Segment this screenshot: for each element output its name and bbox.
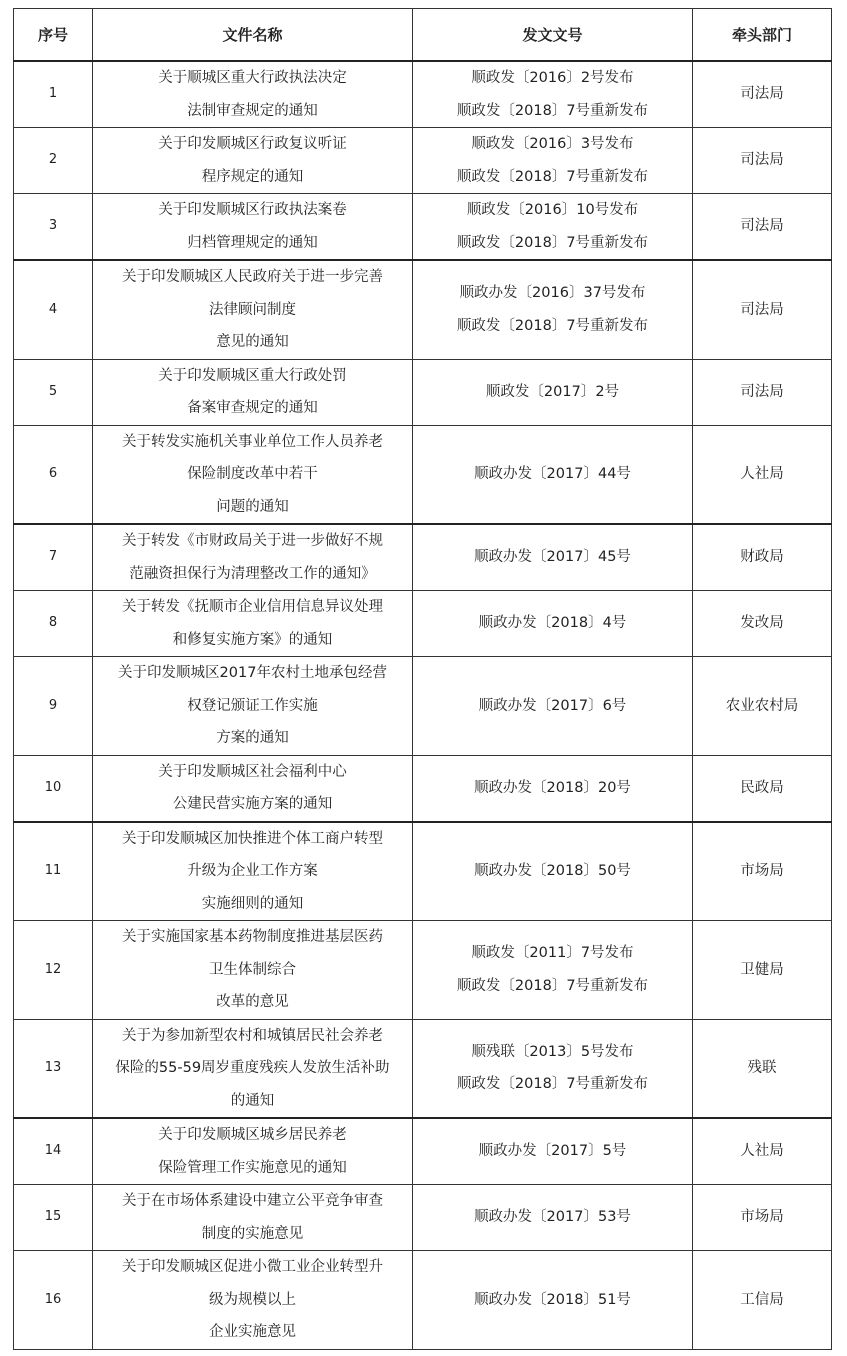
- table-row: [14, 128, 832, 194]
- row-name-line: 关于转发实施机关事业单位工作人员养老: [122, 433, 383, 450]
- row-name-line: 法律顾问制度: [209, 301, 296, 318]
- row-dept: 市场局: [693, 1185, 832, 1251]
- row-docno-line: 顺政办发〔2018〕50号: [474, 863, 631, 879]
- row-name-line: 关于印发顺城区2017年农村土地承包经营: [118, 665, 387, 681]
- row-name-line: 范融资担保行为清理整改工作的通知》: [129, 565, 376, 582]
- row-name-line: 方案的通知: [216, 730, 289, 746]
- row-index: 9: [14, 657, 93, 756]
- row-dept: 人社局: [693, 425, 832, 524]
- row-docno: [413, 61, 693, 128]
- row-dept: 卫健局: [693, 921, 832, 1020]
- row-docno: [413, 128, 693, 194]
- row-docno-line: 顺政办发〔2017〕6号: [478, 697, 627, 714]
- row-index: 7: [14, 524, 93, 591]
- row-docno-line: 顺政发〔2011〕7号发布: [471, 945, 634, 962]
- row-index: 13: [14, 1019, 93, 1118]
- table-row: [14, 425, 832, 524]
- row-name-line: 级为规模以上: [209, 1291, 296, 1308]
- row-name: [93, 1251, 413, 1350]
- row-name-line: 关于转发《抚顺市企业信用信息异议处理: [122, 599, 383, 615]
- row-name-line: 保险制度改革中若干: [187, 466, 318, 482]
- row-docno-line: 顺残联〔2013〕5号发布: [471, 1043, 634, 1060]
- table-row: [14, 657, 832, 756]
- row-name-line: 权登记颁证工作实施: [187, 697, 318, 714]
- row-name-line: 关于印发顺城区行政复议听证: [158, 136, 347, 152]
- row-docno: [413, 1185, 693, 1251]
- row-index: 5: [14, 359, 93, 425]
- row-docno: [413, 359, 693, 425]
- row-name-line: 保险管理工作实施意见的通知: [158, 1159, 347, 1176]
- table-row: [14, 591, 832, 657]
- header-name: 文件名称: [93, 9, 413, 62]
- row-docno-line: 顺政发〔2016〕2号发布: [471, 70, 634, 86]
- document-table: [13, 8, 832, 1350]
- row-name: [93, 524, 413, 591]
- table-row: [14, 524, 832, 591]
- row-name-line: 卫生体制综合: [209, 961, 296, 978]
- table-row: [14, 1185, 832, 1251]
- row-name-line: 的通知: [230, 1092, 275, 1109]
- row-name-line: 关于印发顺城区重大行政处罚: [158, 367, 347, 384]
- row-docno-line: 顺政办发〔2017〕45号: [474, 549, 631, 566]
- row-docno-line: 顺政发〔2017〕2号: [485, 383, 620, 400]
- header-docno: 发文文号: [413, 9, 693, 62]
- row-docno: [413, 822, 693, 921]
- row-docno-line: 顺政办发〔2016〕37号发布: [459, 285, 646, 302]
- row-name: [93, 425, 413, 524]
- table-row: [14, 61, 832, 128]
- row-dept: 司法局: [693, 61, 832, 128]
- row-name-line: 程序规定的通知: [201, 168, 304, 185]
- row-name-line: 关于在市场体系建设中建立公平竞争审查: [122, 1193, 383, 1209]
- row-dept: 司法局: [693, 359, 832, 425]
- row-docno: [413, 425, 693, 524]
- header-index: 序号: [14, 9, 93, 62]
- row-dept: 市场局: [693, 822, 832, 921]
- table-row: [14, 260, 832, 359]
- row-docno-line: 顺政发〔2016〕3号发布: [471, 136, 634, 152]
- table-row: [14, 359, 832, 425]
- row-docno: [413, 921, 693, 1020]
- row-docno-line: 顺政办发〔2017〕44号: [474, 466, 631, 482]
- row-name-line: 问题的通知: [216, 498, 289, 515]
- row-name-line: 保险的55-59周岁重度残疾人发放生活补助: [115, 1060, 390, 1076]
- row-dept: 民政局: [693, 755, 832, 822]
- row-name-line: 升级为企业工作方案: [187, 863, 318, 879]
- row-name-line: 公建民营实施方案的通知: [172, 796, 333, 812]
- row-name-line: 关于印发顺城区加快推进个体工商户转型: [122, 830, 383, 847]
- row-index: 4: [14, 260, 93, 359]
- header-dept: 牵头部门: [693, 9, 832, 62]
- row-name-line: 关于实施国家基本药物制度推进基层医药: [122, 929, 383, 945]
- row-docno: [413, 194, 693, 261]
- row-dept: 人社局: [693, 1118, 832, 1185]
- row-docno-line: 顺政发〔2018〕7号重新发布: [456, 168, 649, 185]
- row-dept: 财政局: [693, 524, 832, 591]
- row-name-line: 意见的通知: [216, 334, 289, 350]
- row-name: [93, 755, 413, 822]
- table-row: [14, 1118, 832, 1185]
- row-dept: 司法局: [693, 260, 832, 359]
- row-name-line: 关于顺城区重大行政执法决定: [158, 70, 347, 86]
- row-docno-line: 顺政发〔2018〕7号重新发布: [456, 977, 649, 994]
- row-dept: 发改局: [693, 591, 832, 657]
- row-docno: [413, 591, 693, 657]
- row-docno: [413, 657, 693, 756]
- row-name: [93, 128, 413, 194]
- table-row: [14, 822, 832, 921]
- row-name: [93, 359, 413, 425]
- row-docno-line: 顺政办发〔2018〕20号: [474, 779, 631, 796]
- row-name-line: 备案审查规定的通知: [187, 400, 318, 416]
- row-index: 8: [14, 591, 93, 657]
- row-name: [93, 1118, 413, 1185]
- row-docno: [413, 1118, 693, 1185]
- row-index: 15: [14, 1185, 93, 1251]
- row-docno-line: 顺政办发〔2018〕4号: [478, 615, 627, 632]
- row-name-line: 改革的意见: [216, 994, 289, 1010]
- row-index: 11: [14, 822, 93, 921]
- row-name: [93, 921, 413, 1020]
- row-docno-line: 顺政发〔2018〕7号重新发布: [456, 102, 649, 119]
- table-row: [14, 921, 832, 1020]
- row-docno: [413, 524, 693, 591]
- row-index: 10: [14, 755, 93, 822]
- row-dept: 司法局: [693, 128, 832, 194]
- row-name-line: 制度的实施意见: [201, 1225, 304, 1242]
- row-name: [93, 260, 413, 359]
- row-name-line: 关于为参加新型农村和城镇居民社会养老: [122, 1027, 383, 1044]
- row-docno-line: 顺政发〔2018〕7号重新发布: [456, 317, 649, 334]
- row-name: [93, 822, 413, 921]
- row-name-line: 和修复实施方案》的通知: [172, 631, 333, 648]
- row-docno-line: 顺政办发〔2018〕51号: [474, 1291, 631, 1308]
- row-docno-line: 顺政办发〔2017〕53号: [474, 1209, 631, 1226]
- row-name-line: 关于印发顺城区社会福利中心: [158, 763, 347, 780]
- row-name: [93, 591, 413, 657]
- row-name: [93, 657, 413, 756]
- header-row: [14, 9, 832, 62]
- row-name-line: 关于印发顺城区促进小微工业企业转型升: [122, 1259, 383, 1275]
- table-row: [14, 1251, 832, 1350]
- row-index: 1: [14, 61, 93, 128]
- row-docno-line: 顺政办发〔2017〕5号: [478, 1143, 627, 1160]
- row-index: 2: [14, 128, 93, 194]
- row-name-line: 法制审查规定的通知: [187, 102, 318, 119]
- row-index: 12: [14, 921, 93, 1020]
- row-index: 14: [14, 1118, 93, 1185]
- row-docno: [413, 260, 693, 359]
- row-name: [93, 1185, 413, 1251]
- table-row: [14, 755, 832, 822]
- row-name-line: 企业实施意见: [209, 1324, 296, 1340]
- row-docno: [413, 1019, 693, 1118]
- row-docno-line: 顺政发〔2018〕7号重新发布: [456, 1076, 649, 1093]
- row-name-line: 关于印发顺城区行政执法案卷: [158, 202, 347, 218]
- row-docno-line: 顺政发〔2018〕7号重新发布: [456, 234, 649, 251]
- row-docno-line: 顺政发〔2016〕10号发布: [466, 202, 639, 218]
- row-index: 16: [14, 1251, 93, 1350]
- row-name: [93, 194, 413, 261]
- row-name: [93, 61, 413, 128]
- row-dept: 工信局: [693, 1251, 832, 1350]
- table-row: [14, 1019, 832, 1118]
- row-index: 6: [14, 425, 93, 524]
- row-dept: 农业农村局: [693, 657, 832, 756]
- row-name: [93, 1019, 413, 1118]
- row-name-line: 关于印发顺城区城乡居民养老: [158, 1127, 347, 1143]
- row-dept: 司法局: [693, 194, 832, 261]
- row-dept: 残联: [693, 1019, 832, 1118]
- row-docno: [413, 1251, 693, 1350]
- row-docno: [413, 755, 693, 822]
- table-row: [14, 194, 832, 261]
- row-name-line: 关于转发《市财政局关于进一步做好不规: [122, 533, 383, 549]
- row-name-line: 归档管理规定的通知: [187, 234, 318, 251]
- row-name-line: 关于印发顺城区人民政府关于进一步完善: [122, 269, 383, 285]
- row-name-line: 实施细则的通知: [201, 895, 304, 912]
- row-index: 3: [14, 194, 93, 261]
